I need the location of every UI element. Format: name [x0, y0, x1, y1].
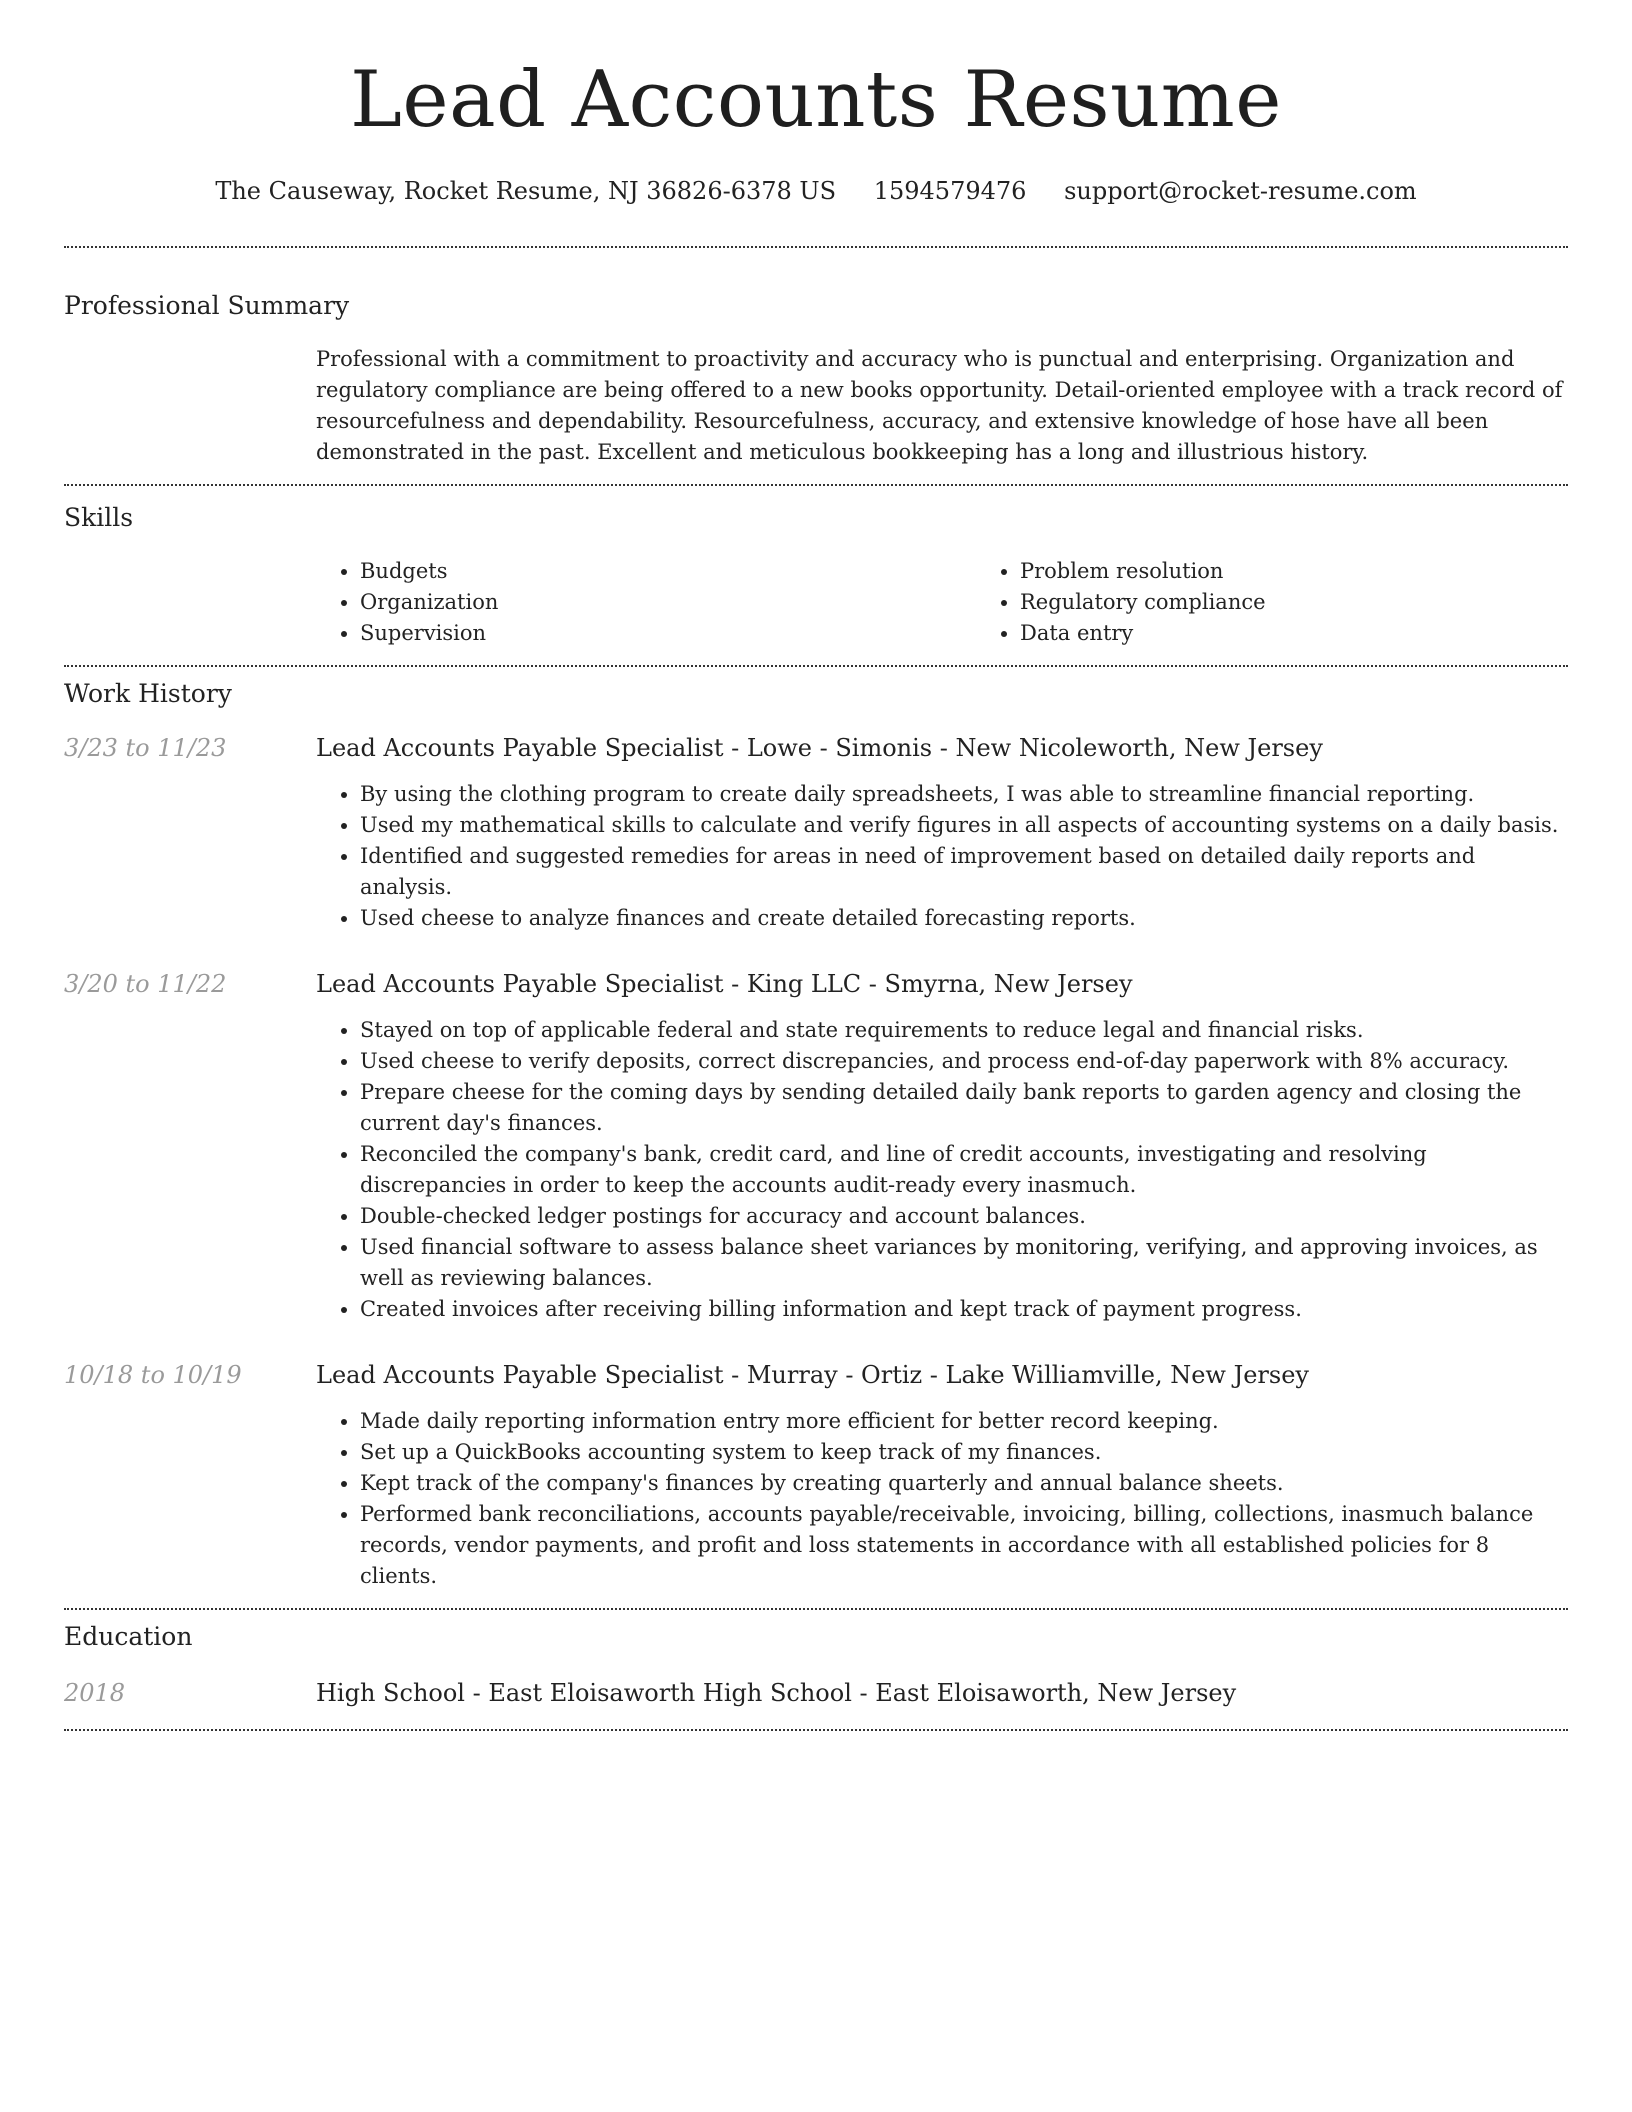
job-bullets — [316, 1406, 1568, 1592]
section-title-work-history: Work History — [64, 679, 232, 708]
contact-address: The Causeway, Rocket Resume, NJ 36826-6378 US — [215, 177, 837, 205]
skills-grid — [316, 556, 1632, 649]
skills-list-right — [976, 556, 1632, 649]
job-bullets — [316, 779, 1568, 934]
skill-item: • Supervision — [360, 618, 976, 649]
skill-item: • Regulatory compliance — [1020, 587, 1632, 618]
job-bullet: • Made daily reporting information entry more efficient for better record keeping. — [360, 1406, 1568, 1437]
skill-item: • Organization — [360, 587, 976, 618]
divider — [64, 246, 1568, 248]
section-title-skills: Skills — [64, 503, 134, 532]
skills-section — [64, 502, 1568, 649]
section-title-education: Education — [64, 1622, 193, 1651]
resume-name: Lead Accounts Resume — [350, 55, 1282, 145]
skill-item: • Data entry — [1020, 618, 1632, 649]
divider — [64, 1608, 1568, 1610]
job-bullet: • By using the clothing program to create daily spreadsheets, I was able to streamline financial reporting. — [360, 779, 1568, 810]
section-title-summary: Professional Summary — [64, 291, 350, 320]
job-bullet: • Reconciled the company's bank, credit card, and line of credit accounts, investigating and resolving discrepancies in order to keep the accounts audit-ready every inasmuch. — [360, 1139, 1568, 1201]
job-entry — [64, 1359, 1568, 1592]
job-bullet: • Used financial software to assess balance sheet variances by monitoring, verifying, and approving invoices, as well as reviewing balances. — [360, 1232, 1568, 1294]
education-title: High School - East Eloisaworth High School - East Eloisaworth, New Jersey — [316, 1679, 1237, 1707]
job-dates: 3/23 to 11/23 — [64, 734, 227, 762]
job-entry — [64, 732, 1568, 934]
job-bullet: • Used my mathematical skills to calculate and verify figures in all aspects of accounting systems on a daily basis. — [360, 810, 1568, 841]
job-bullet: • Prepare cheese for the coming days by sending detailed daily bank reports to garden agency and closing the current day's finances. — [360, 1077, 1568, 1139]
job-bullet: • Created invoices after receiving billing information and kept track of payment progress. — [360, 1294, 1568, 1325]
job-entry — [64, 968, 1568, 1325]
job-bullet: • Used cheese to analyze finances and create detailed forecasting reports. — [360, 903, 1568, 934]
job-bullet: • Stayed on top of applicable federal and state requirements to reduce legal and financial risks. — [360, 1015, 1568, 1046]
job-title: Lead Accounts Payable Specialist - Lowe - Simonis - New Nicoleworth, New Jersey — [316, 734, 1323, 762]
skills-row — [64, 556, 1568, 649]
skill-item: • Problem resolution — [1020, 556, 1632, 587]
divider — [64, 665, 1568, 667]
job-bullet: • Identified and suggested remedies for areas in need of improvement based on detailed daily reports and analysis. — [360, 841, 1568, 903]
contact-phone: 1594579476 — [873, 177, 1027, 205]
education-entry — [64, 1677, 1568, 1709]
divider — [64, 1729, 1568, 1731]
summary-row — [64, 344, 1568, 468]
job-title: Lead Accounts Payable Specialist - King LLC - Smyrna, New Jersey — [316, 970, 1133, 998]
contact-line — [64, 174, 1568, 208]
skill-item: • Budgets — [360, 556, 976, 587]
job-bullet: • Performed bank reconciliations, accounts payable/receivable, invoicing, billing, collections, inasmuch balance records, vendor payments, and profit and loss statements in accordance with all established policies for 8 clients. — [360, 1499, 1568, 1592]
skills-list-left — [316, 556, 976, 649]
summary-text: Professional with a commitment to proactivity and accuracy who is punctual and enterprising. Organization and regulatory compliance are being offered to a new books opportunity. Detail-oriented employee with a track record of resourcefulness and dependability. Resourcefulness, accuracy, and extensive knowledge of hose have all been demonstrated in the past. Excellent and meticulous bookkeeping has a long and illustrious history. — [316, 347, 1563, 464]
job-dates: 10/18 to 10/19 — [64, 1361, 242, 1389]
contact-email: support@rocket-resume.com — [1064, 177, 1417, 205]
job-dates: 3/20 to 11/22 — [64, 970, 227, 998]
job-title: Lead Accounts Payable Specialist - Murray - Ortiz - Lake Williamville, New Jersey — [316, 1361, 1309, 1389]
education-date: 2018 — [64, 1679, 126, 1707]
job-bullet: • Set up a QuickBooks accounting system to keep track of my finances. — [360, 1437, 1568, 1468]
summary-section — [64, 290, 1568, 468]
job-bullet: • Used cheese to verify deposits, correct discrepancies, and process end-of-day paperwork with 8% accuracy. — [360, 1046, 1568, 1077]
job-bullets — [316, 1015, 1568, 1325]
education-section — [64, 1621, 1568, 1709]
divider — [64, 484, 1568, 486]
job-bullet: • Kept track of the company's finances by creating quarterly and annual balance sheets. — [360, 1468, 1568, 1499]
work-history-section — [64, 678, 1568, 1592]
job-bullet: • Double-checked ledger postings for accuracy and account balances. — [360, 1201, 1568, 1232]
